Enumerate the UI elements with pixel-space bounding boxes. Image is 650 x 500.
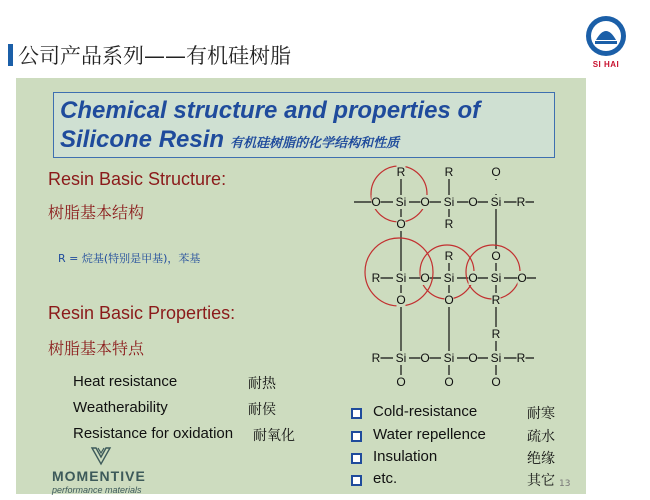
oxygen-label: O (491, 375, 501, 389)
r-group-label: R (444, 217, 454, 231)
r-group-label: R (516, 351, 526, 365)
resin-structure-diagram (346, 158, 586, 398)
oxygen-label: O (420, 351, 430, 365)
square-bullet-icon (351, 475, 362, 486)
header-accent-bar (8, 44, 13, 66)
property-weatherability: Weatherability (73, 399, 168, 416)
logo-text: SI HAI (592, 60, 620, 69)
basic-structure-heading: Resin Basic Structure: (48, 169, 227, 189)
bullet-label-cn: 疏水 (527, 429, 555, 445)
bullet-label: etc. (373, 470, 398, 487)
silicon-label: Si (443, 195, 455, 209)
property-oxidation-resistance: Resistance for oxidation (73, 425, 234, 442)
slide-header (0, 0, 650, 78)
property-heat-resistance: Heat resistance (73, 373, 178, 390)
bullet-label: Cold-resistance (373, 403, 478, 420)
r-group-label: R (371, 351, 381, 365)
property-weatherability-cn: 耐侯 (248, 402, 276, 418)
oxygen-label: O (468, 271, 478, 285)
r-group-label: R (516, 195, 526, 209)
company-tagline: performance materials (52, 485, 142, 495)
company-branding (52, 468, 172, 494)
header-title: 公司产品系列——有机硅树脂 (18, 44, 291, 68)
r-group-label: R (444, 165, 454, 179)
r-group-label: R (491, 293, 501, 307)
slide-title-box (53, 92, 555, 158)
slide-content (16, 78, 586, 494)
title-line-2 (60, 125, 480, 158)
r-group-label: R (444, 249, 454, 263)
bullet-label: Insulation (373, 448, 438, 465)
bullet-water-repellence (351, 426, 571, 446)
bullet-label-cn: 其它 (527, 473, 555, 489)
oxygen-label: O (468, 351, 478, 365)
oxygen-label: O (371, 195, 381, 209)
square-bullet-icon (351, 408, 362, 419)
silicon-label: Si (490, 195, 502, 209)
bullet-cold-resistance (351, 403, 571, 423)
silicon-label: Si (443, 271, 455, 285)
oxygen-label: O (396, 375, 406, 389)
silicon-label: Si (395, 271, 407, 285)
oxygen-label: O (420, 195, 430, 209)
silicon-label: Si (490, 271, 502, 285)
silicon-label: Si (395, 351, 407, 365)
bullet-insulation (351, 448, 571, 468)
basic-structure-heading-cn: 树脂基本结构 (48, 203, 145, 222)
oxygen-label: O (396, 293, 406, 307)
page-number: 13 (559, 479, 571, 489)
square-bullet-icon (351, 431, 362, 442)
slide-title (60, 96, 480, 158)
basic-properties-heading-cn: 树脂基本特点 (48, 339, 145, 358)
oxygen-label: O (491, 249, 501, 263)
oxygen-label: O (517, 271, 527, 285)
oxygen-label: O (396, 217, 406, 231)
r-group-label: R (371, 271, 381, 285)
silicon-label: Si (443, 351, 455, 365)
title-line-2-en: Silicone Resin (60, 126, 225, 153)
title-cn: 有机硅树脂的化学结构和性质 (230, 136, 400, 151)
oxygen-label: O (491, 165, 501, 179)
company-name: MOMENTIVE (52, 468, 146, 484)
oxygen-label: O (420, 271, 430, 285)
momentive-logo-icon (90, 446, 112, 466)
r-group-label: R (396, 165, 406, 179)
oxygen-label: O (444, 293, 454, 307)
bullet-label: Water repellence (373, 426, 486, 443)
oxygen-label: O (444, 375, 454, 389)
bullet-label-cn: 绝缘 (527, 451, 555, 467)
bullet-label-cn: 耐寒 (527, 406, 555, 422)
basic-properties-heading: Resin Basic Properties: (48, 303, 236, 323)
silicon-label: Si (490, 351, 502, 365)
label-background (495, 180, 497, 194)
r-group-note: R = 烷基(特别是甲基)，苯基 (58, 252, 201, 265)
property-heat-resistance-cn: 耐热 (248, 376, 276, 392)
bullet-etc (351, 470, 571, 490)
property-oxidation-resistance-cn: 耐氧化 (253, 428, 295, 444)
oxygen-label: O (468, 195, 478, 209)
r-group-label: R (491, 327, 501, 341)
title-line-1: Chemical structure and properties of (60, 97, 481, 124)
square-bullet-icon (351, 453, 362, 464)
silicon-label: Si (395, 195, 407, 209)
